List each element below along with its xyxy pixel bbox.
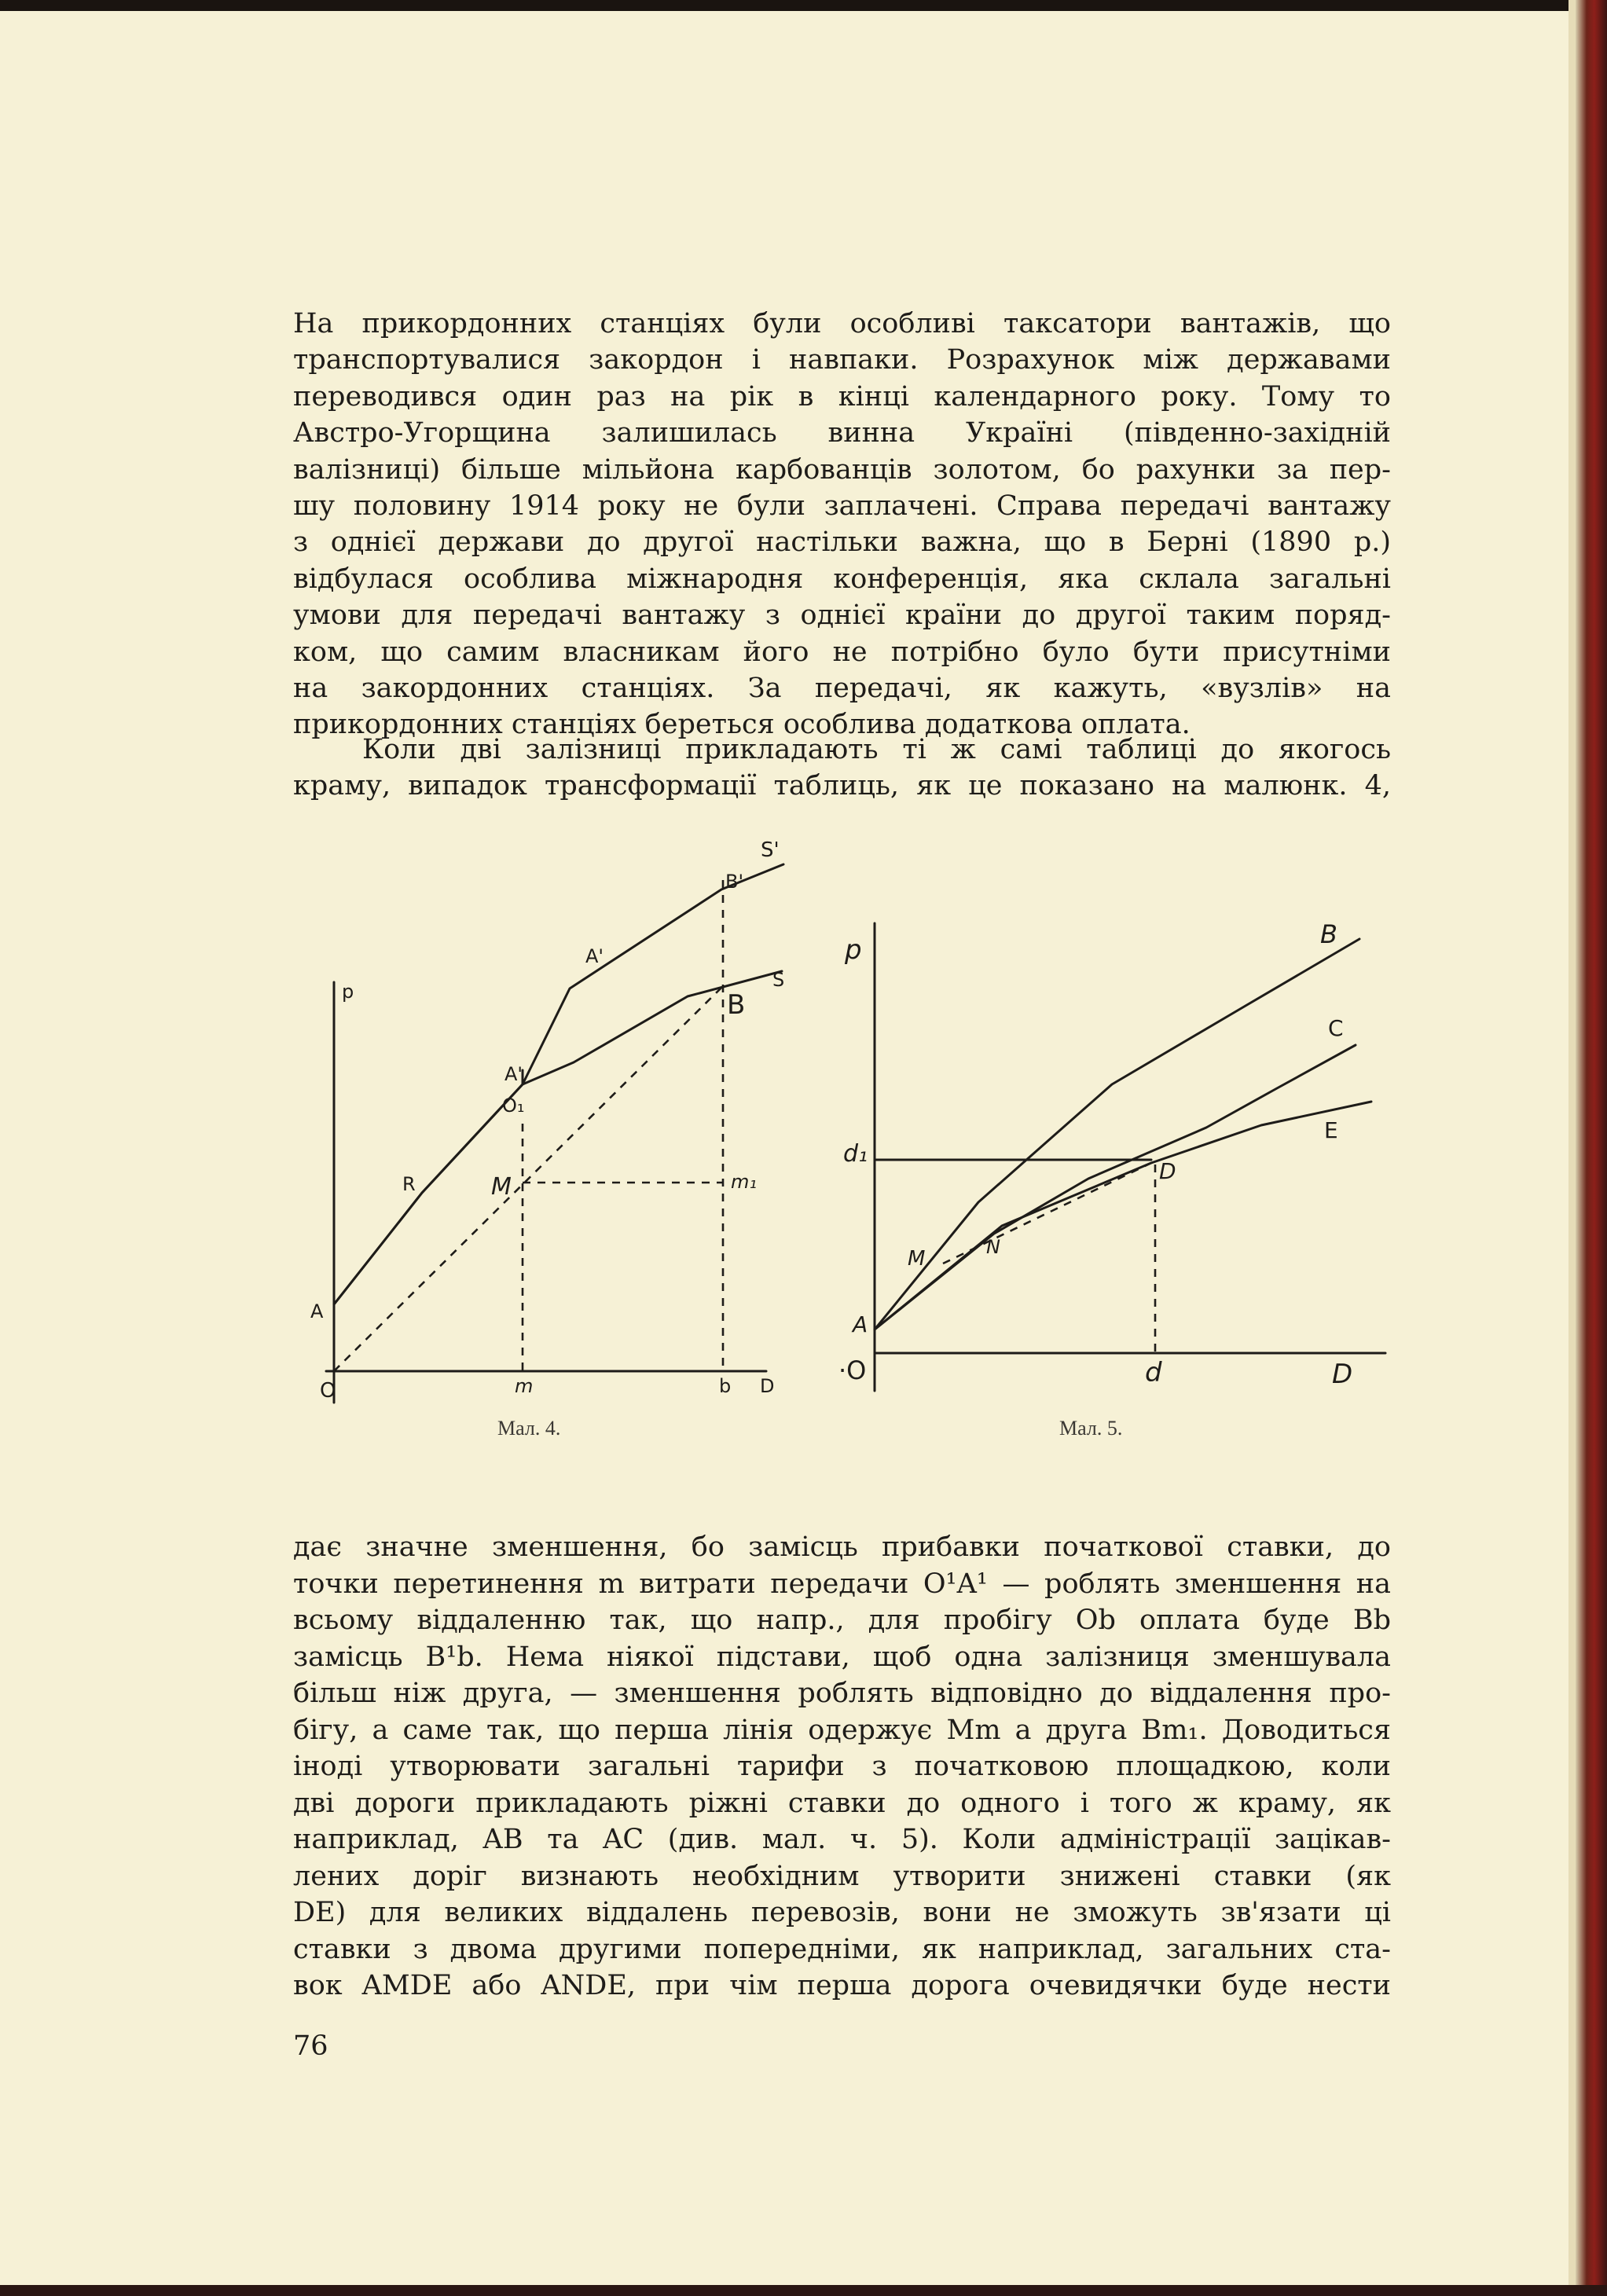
fig5-label-a: A	[853, 1311, 868, 1337]
fig5-label-e: E	[1324, 1117, 1338, 1143]
fig5-dashed-md	[943, 1163, 1151, 1264]
text-line: більш ніж друга, — зменшення роблять відповідно до віддалення про-	[293, 1678, 1391, 1709]
figure-4-diagram	[303, 825, 813, 1410]
text-line: Коли дві залізниці прикладають ті ж самі таблиці до якогось	[362, 734, 1391, 765]
fig5-label-d-axis: d	[1145, 1357, 1162, 1388]
scan-edge-top	[0, 0, 1607, 11]
paragraph-1	[293, 306, 1391, 743]
text-line: шу половину 1914 року не були заплачені. Справа передачі вантажу	[293, 490, 1391, 523]
fig5-label-d-point: D	[1159, 1158, 1176, 1184]
fig4-label-m-axis: m	[515, 1375, 534, 1397]
fig5-label-b: B	[1320, 919, 1337, 949]
scan-edge-bottom	[0, 2285, 1607, 2296]
fig4-label-o: O	[320, 1379, 336, 1403]
fig4-label-m: M	[491, 1173, 512, 1201]
scan-edge-highlight	[1568, 0, 1576, 2296]
fig4-label-a1-upper: A'	[585, 945, 604, 967]
text-line: лених доріг визнають необхідним утворити знижені ставки (як	[293, 1860, 1391, 1892]
text-line: прикордонних станціях береться особлива додаткова оплата.	[293, 709, 1191, 741]
page-number: 76	[293, 2030, 328, 2062]
text-line: дає значне зменшення, бо замісць прибавки початкової ставки, до	[293, 1531, 1391, 1563]
fig4-label-d: D	[760, 1375, 775, 1397]
fig4-dashed-ob	[334, 986, 723, 1371]
text-line: вок AMDE або ANDE, при чім перша дорога очевидячки буде нести	[293, 1970, 1391, 2001]
text-line: транспортувалися закордон і навпаки. Розрахунок між державами	[293, 344, 1391, 376]
fig4-label-p: p	[342, 981, 354, 1003]
text-line: Австро-Угорщина залишилась винна Україні (південно-західній	[293, 417, 1391, 449]
fig5-label-p: p	[845, 934, 862, 966]
text-line: краму, випадок трансформації таблиць, як це показано на малюнк. 4,	[293, 770, 1391, 802]
text-line: На прикордонних станціях були особливі таксатори вантажів, що	[293, 308, 1391, 339]
fig4-label-a1-lower: A'	[504, 1063, 523, 1085]
text-line: ставки з двома другими попередніми, як наприклад, загальних ста-	[293, 1933, 1391, 1965]
text-line: дві дороги прикладають ріжні ставки до одного і того ж краму, як	[293, 1787, 1391, 1819]
text-line: з однієї держави до другої настільки важна, що в Берні (1890 р.)	[293, 526, 1391, 559]
text-line: на закордонних станціях. За передачі, як кажуть, «вузлів» на	[293, 673, 1391, 705]
text-line: наприклад, AB та AC (див. мал. ч. 5). Коли адміністрації зацікав-	[293, 1824, 1391, 1855]
fig4-label-b-axis: b	[719, 1375, 732, 1397]
fig5-label-n: N	[986, 1236, 1000, 1258]
text-line: переводився один раз на рік в кінці календарного року. Тому то	[293, 380, 1391, 413]
text-line: ком, що самим власникам його не потрібно було бути присутніми	[293, 636, 1391, 668]
fig4-label-r: R	[402, 1173, 416, 1195]
paragraph-2	[293, 732, 1391, 805]
fig5-label-c: C	[1328, 1015, 1344, 1041]
figure-5	[837, 919, 1399, 1410]
fig4-label-o1: O₁	[502, 1095, 525, 1117]
fig4-line-s	[334, 969, 785, 1304]
fig4-label-s1: S'	[761, 838, 780, 862]
text-line: замісць B¹b. Нема ніякої підстави, щоб одна залізниця зменшувала	[293, 1641, 1391, 1673]
fig5-label-m: M	[908, 1247, 926, 1271]
figure-5-diagram	[837, 919, 1399, 1410]
text-line: відбулася особлива міжнародня конференція, яка склала загальні	[293, 563, 1391, 595]
fig5-line-ac	[875, 1045, 1356, 1330]
text-line: бігу, а саме так, що перша лінія одержує Mm а друга Bm₁. Доводиться	[293, 1714, 1391, 1746]
book-cover-edge	[1576, 0, 1607, 2296]
fig5-label-d1: d₁	[843, 1140, 868, 1168]
fig4-label-a: A	[310, 1300, 324, 1322]
fig5-line-ade	[875, 1102, 1371, 1330]
fig4-label-b: B	[727, 989, 746, 1021]
fig5-label-o: ·O	[838, 1355, 867, 1385]
paragraph-3	[293, 1529, 1391, 2004]
text-line: умови для передачі вантажу з однієї країни до другої таким поряд-	[293, 600, 1391, 632]
figure-4	[303, 825, 813, 1410]
figure-4-caption: Мал. 4.	[497, 1417, 561, 1440]
text-line: DE) для великих віддалень перевозів, вони не зможуть зв'язати ці	[293, 1897, 1391, 1928]
text-line: точки перетинення m витрати передачи O¹A¹ — роблять зменшення на	[293, 1568, 1391, 1600]
text-line: валізниці) більше мільйона карбованців золотом, бо рахунки за пер-	[293, 453, 1391, 486]
fig4-label-s: S	[772, 969, 785, 991]
fig4-line-s1	[334, 864, 783, 1304]
text-line: іноді утворювати загальні тарифи з початковою площадкою, коли	[293, 1751, 1391, 1782]
fig4-label-b1: B'	[725, 871, 744, 893]
figure-5-caption: Мал. 5.	[1059, 1417, 1123, 1440]
fig5-label-d-end: D	[1332, 1359, 1353, 1390]
text-line: всьому віддаленню так, що напр., для пробігу Ob оплата буде Bb	[293, 1605, 1391, 1636]
fig4-label-m1: m₁	[731, 1171, 757, 1193]
